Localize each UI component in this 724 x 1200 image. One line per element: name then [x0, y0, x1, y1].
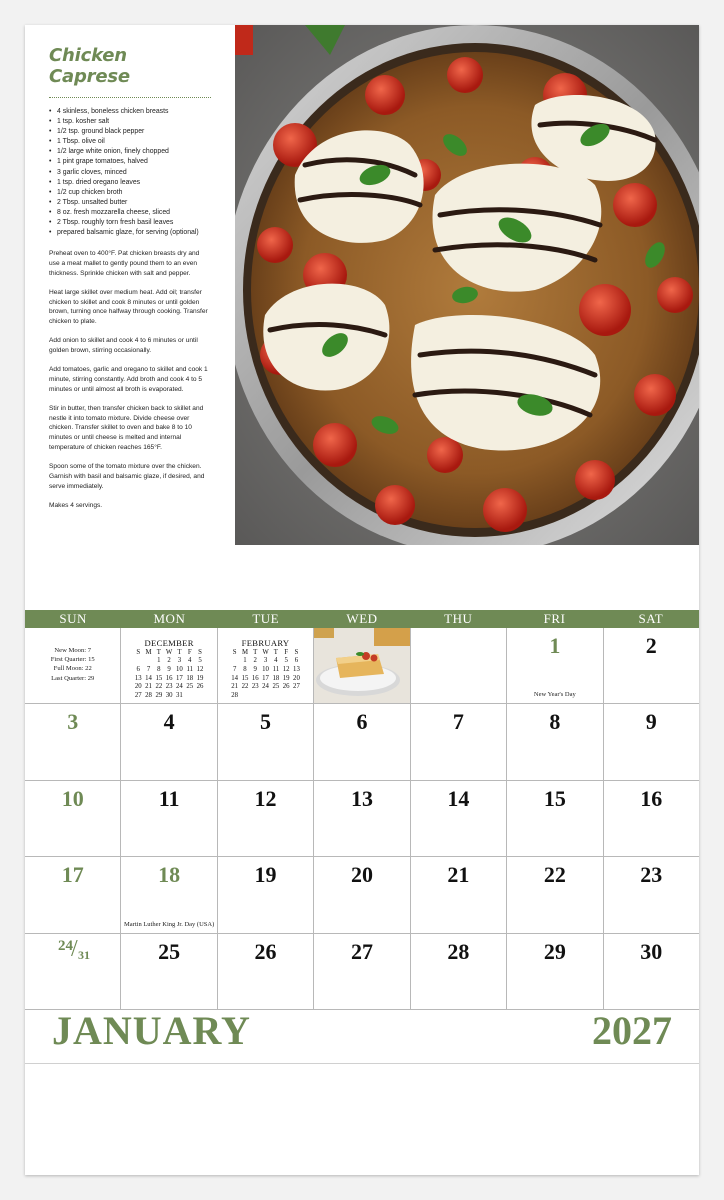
mini-calendar-day: 5 — [198, 657, 202, 665]
mini-calendar-day: 20 — [293, 674, 300, 682]
ingredient-item: • 1 Tbsp. olive oil — [49, 137, 211, 147]
month-grid — [25, 628, 699, 1010]
moon-phases-cell — [25, 628, 121, 703]
mini-calendar-day: S — [136, 648, 141, 656]
mini-calendar-day: 14 — [231, 674, 239, 682]
ingredient-item: • 2 Tbsp. unsalted butter — [49, 198, 211, 208]
day-cell-21[interactable] — [411, 857, 507, 932]
split-day-first: 24 — [58, 937, 73, 954]
mini-calendar-day: 23 — [165, 683, 173, 691]
mini-calendar-day: 19 — [196, 674, 204, 682]
mini-calendar-day — [281, 691, 291, 700]
mini-calendar-day: 30 — [165, 691, 173, 699]
mini-calendar-day: 1 — [157, 657, 161, 665]
day-cell-4[interactable] — [121, 704, 217, 779]
day-cell-26[interactable] — [218, 934, 314, 1009]
recipe-divider — [49, 97, 211, 98]
day-number: 3 — [67, 709, 79, 735]
day-number: 19 — [254, 862, 277, 888]
mini-calendar-title: FEBRUARY — [241, 638, 290, 648]
day-cell-19[interactable] — [218, 857, 314, 932]
mini-calendar-day: 6 — [294, 657, 299, 665]
mini-calendar-day: 22 — [155, 683, 163, 691]
mini-calendar-week — [133, 691, 205, 700]
mini-calendar-day: T — [156, 648, 161, 656]
mini-calendar-day: 15 — [155, 674, 163, 682]
mini-calendar-day: S — [232, 648, 237, 656]
day-number: 17 — [61, 862, 84, 888]
day-cell-15[interactable] — [507, 781, 603, 856]
day-cell-5[interactable] — [218, 704, 314, 779]
day-number: 25 — [158, 938, 181, 964]
mini-calendar-day: F — [187, 648, 192, 656]
recipe-panel — [25, 25, 235, 545]
mini-calendar-day: 8 — [243, 665, 247, 673]
mini-calendar-day: 8 — [157, 665, 161, 673]
mini-calendar-day: 24 — [262, 683, 269, 691]
mini-calendar-day: W — [262, 648, 269, 656]
mini-calendar-day: F — [284, 648, 289, 656]
day-cell-23[interactable] — [604, 857, 699, 932]
recipe-step: Spoon some of the tomato mixture over the chicken. Garnish with basil and balsamic glaze, if desired, and serve immediately. — [49, 463, 205, 490]
mini-calendar-day: 10 — [262, 665, 269, 673]
mini-calendar-day: 12 — [196, 665, 204, 673]
day-cell-3[interactable] — [25, 704, 121, 779]
ingredient-item: • 1/2 tsp. ground black pepper — [49, 127, 211, 137]
mini-calendar-day — [291, 691, 301, 700]
day-cell-7[interactable] — [411, 704, 507, 779]
mini-calendar-day: 15 — [241, 674, 249, 682]
footer-divider — [25, 1063, 699, 1064]
recipe-yield: Makes 4 servings. — [49, 501, 103, 509]
mini-calendar-week — [133, 657, 205, 666]
thumbnail-photo-cell — [314, 628, 410, 703]
weekday-mon: MON — [153, 611, 186, 626]
day-number: 13 — [350, 785, 373, 811]
mini-calendar-day: 21 — [231, 683, 239, 691]
day-cell-22[interactable] — [507, 857, 603, 932]
mini-calendar-day: 18 — [272, 674, 280, 682]
mini-calendar-day: M — [241, 648, 248, 656]
mini-calendar-day: 10 — [176, 665, 183, 673]
recipe-thumbnail — [314, 628, 409, 703]
recipe-step: Preheat oven to 400°F. Pat chicken breasts dry and use a meat mallet to gently pound them to an even thickness. Sprinkle chicken with salt and pepper. — [49, 250, 200, 277]
day-number: 11 — [158, 785, 180, 811]
ingredient-item: • 1/2 cup chicken broth — [49, 188, 211, 198]
ingredient-item: • prepared balsamic glaze, for serving (optional) — [49, 228, 211, 238]
weekday-tue: TUE — [252, 611, 280, 626]
day-cell-17[interactable] — [25, 857, 121, 932]
mini-calendar-day: 5 — [284, 657, 288, 665]
mini-calendar-day: 27 — [293, 683, 300, 691]
mini-calendar-day: 18 — [186, 674, 194, 682]
recipe-step: Stir in butter, then transfer chicken back to skillet and nestle it into tomato mixture. Divide cheese over chicken. Transfer skillet to oven and bake 8 to 10 minutes or until cheese is melted and internal temperature of chicken reaches 165°F. — [49, 405, 204, 451]
day-number: 14 — [447, 785, 470, 811]
mini-calendar-day: 28 — [231, 691, 239, 699]
mini-calendar-day: 9 — [167, 665, 171, 673]
mini-calendar-day: 16 — [165, 674, 173, 682]
mini-calendar-day — [143, 657, 153, 666]
mini-calendar-day — [185, 691, 195, 700]
day-cell-28[interactable] — [411, 934, 507, 1009]
mini-calendar-day: 23 — [251, 683, 259, 691]
ingredient-item: • 1 tsp. kosher salt — [49, 117, 211, 127]
day-number: 6 — [356, 709, 368, 735]
mini-calendar-day — [230, 657, 240, 666]
next-month-mini-calendar — [218, 628, 314, 703]
mini-calendar-day: T — [253, 648, 258, 656]
day-cell-27[interactable] — [314, 934, 410, 1009]
week-row — [25, 857, 699, 933]
mini-calendar-day — [271, 691, 281, 700]
day-number: 22 — [543, 862, 566, 888]
mini-calendar-day: 24 — [176, 683, 183, 691]
moon-new: New Moon: 7 — [54, 647, 92, 654]
day-number: 8 — [549, 709, 561, 735]
mini-calendar-day: 26 — [196, 683, 204, 691]
week-row — [25, 628, 699, 704]
day-cell-24-31[interactable] — [25, 934, 121, 1009]
mini-calendar-day: 13 — [134, 674, 142, 682]
day-cell-18[interactable] — [121, 857, 217, 932]
day-number: 4 — [163, 709, 175, 735]
mini-calendar-day: 27 — [134, 691, 142, 699]
year-title: 2027 — [592, 1008, 672, 1053]
day-number: 2 — [645, 633, 657, 658]
day-cell-11[interactable] — [121, 781, 217, 856]
mini-calendar-day: 1 — [243, 657, 247, 665]
ingredient-item: • 8 oz. fresh mozzarella cheese, sliced — [49, 208, 211, 218]
day-cell-16[interactable] — [604, 781, 699, 856]
day-cell-20[interactable] — [314, 857, 410, 932]
mini-calendar-day: 25 — [272, 683, 280, 691]
mini-calendar-day: 4 — [188, 657, 192, 665]
mini-calendar-week — [230, 665, 302, 674]
day-cell-13[interactable] — [314, 781, 410, 856]
day-number: 10 — [61, 785, 84, 811]
week-row — [25, 934, 699, 1010]
mini-calendar-day — [240, 691, 250, 700]
mini-calendar-title: DECEMBER — [144, 638, 194, 648]
recipe-step: Heat large skillet over medium heat. Add oil; transfer chicken to skillet and cook 8 minutes or until golden brown, turning once halfway through cooking. Transfer chicken to plate. — [49, 288, 208, 326]
mini-calendar-day: 2 — [167, 657, 171, 665]
mini-calendar-day: 6 — [136, 665, 140, 673]
mini-calendar-week — [133, 682, 205, 691]
mini-calendar-day — [250, 691, 260, 700]
month-title: JANUARY — [52, 1008, 251, 1053]
mini-calendar-day — [195, 691, 205, 700]
mini-calendar-day: S — [294, 648, 299, 656]
day-number: 26 — [254, 938, 277, 964]
mini-calendar-week — [230, 682, 302, 691]
mini-calendar-day: 31 — [176, 691, 183, 699]
recipe-photo — [235, 25, 699, 545]
casserole-thumbnail-illustration — [314, 628, 409, 703]
day-number: 29 — [543, 938, 566, 964]
mini-calendar-day: 7 — [232, 665, 237, 673]
ingredient-item: • 1/2 large white onion, finely chopped — [49, 147, 211, 157]
mini-calendar-header — [133, 648, 205, 657]
week-row — [25, 704, 699, 780]
recipe-title: Chicken Caprese — [49, 45, 130, 87]
ingredient-item: • 3 garlic cloves, minced — [49, 168, 211, 178]
recipe-step: Add onion to skillet and cook 4 to 6 minutes or until golden brown, stirring occasionally. — [49, 337, 198, 355]
day-number: 21 — [447, 862, 470, 888]
mini-calendar-week — [230, 657, 302, 666]
day-number: 12 — [254, 785, 277, 811]
day-cell-14[interactable] — [411, 781, 507, 856]
moon-full: Full Moon: 22 — [53, 665, 92, 673]
mini-calendar-day: 20 — [134, 683, 142, 691]
recipe-step: Add tomatoes, garlic and oregano to skillet and cook 1 minute, stirring constantly. Add broth and cook 4 to 5 minutes or until almost all broth is evaporated. — [49, 366, 208, 393]
mini-calendar-day — [260, 691, 270, 700]
day-number: 15 — [543, 785, 566, 811]
mini-calendar-day: 3 — [263, 657, 268, 665]
skillet-illustration — [235, 25, 699, 545]
day-cell-30[interactable] — [604, 934, 699, 1009]
day-number: 7 — [452, 709, 464, 735]
mini-calendar-day: 26 — [282, 683, 290, 691]
mini-calendar-day: 13 — [293, 665, 300, 673]
mini-calendar-day: 11 — [186, 665, 193, 673]
day-number: 30 — [640, 938, 663, 964]
split-day-slash: / — [71, 935, 78, 962]
day-cell-1[interactable] — [507, 628, 603, 703]
ingredient-list — [49, 107, 211, 238]
ingredient-item: • 1 tsp. dried oregano leaves — [49, 178, 211, 188]
weekday-wed: WED — [346, 611, 378, 626]
ingredient-item: • 2 Tbsp. roughly torn fresh basil leaves — [49, 218, 211, 228]
split-day-second: 31 — [78, 947, 90, 962]
mini-calendar-day: T — [177, 648, 182, 656]
mini-calendar-day: 11 — [272, 665, 280, 673]
mini-calendar-day: 21 — [145, 683, 152, 691]
moon-first-quarter: First Quarter: 15 — [50, 656, 95, 664]
mini-calendar-day: S — [198, 648, 202, 656]
day-cell-9[interactable] — [604, 704, 699, 779]
day-number: 28 — [447, 938, 470, 964]
mini-calendar-day: 22 — [241, 683, 249, 691]
day-cell-10[interactable] — [25, 781, 121, 856]
mini-calendar-week — [230, 691, 302, 700]
mini-calendar-day: 19 — [282, 674, 290, 682]
mini-calendar-header — [230, 648, 302, 657]
calendar-page — [25, 25, 699, 1175]
mini-calendar-week — [133, 674, 205, 683]
day-cell-2[interactable] — [604, 628, 699, 703]
day-number: 18 — [158, 862, 181, 888]
mini-calendar-week — [230, 674, 302, 683]
mini-calendar-day: T — [273, 648, 278, 656]
mini-calendar-day: 12 — [282, 665, 290, 673]
weekday-sat: SAT — [638, 611, 664, 626]
empty-day-cell — [411, 628, 507, 703]
mini-calendar-day: 3 — [177, 657, 182, 665]
holiday-label: Martin Luther King Jr. Day (USA) — [124, 920, 215, 928]
recipe-steps — [49, 249, 211, 510]
weekday-fri: FRI — [543, 611, 566, 626]
mini-calendar-day: 9 — [253, 665, 257, 673]
mini-calendar-week — [133, 665, 205, 674]
ingredient-item: • 1 pint grape tomatoes, halved — [49, 157, 211, 167]
day-number: 9 — [645, 709, 657, 735]
mini-calendar-day: 28 — [145, 691, 152, 699]
mini-calendar-day: W — [165, 648, 173, 656]
week-row — [25, 781, 699, 857]
day-cell-12[interactable] — [218, 781, 314, 856]
day-number: 1 — [549, 633, 561, 658]
day-cell-6[interactable] — [314, 704, 410, 779]
mini-calendar-day: 14 — [145, 674, 152, 682]
mini-calendar-day: 16 — [251, 674, 259, 682]
mini-calendar-day: 25 — [186, 683, 194, 691]
mini-calendar-table — [230, 648, 302, 700]
weekday-thu: THU — [444, 611, 473, 626]
moon-last-quarter: Last Quarter: 29 — [51, 674, 95, 682]
prev-month-mini-calendar — [121, 628, 217, 703]
day-cell-8[interactable] — [507, 704, 603, 779]
mini-calendar-day: 17 — [176, 674, 183, 682]
mini-calendar-day: M — [145, 648, 152, 656]
mini-calendar-day — [133, 657, 143, 666]
mini-calendar-day: 7 — [146, 665, 151, 673]
mini-calendar-day: 2 — [253, 657, 257, 665]
day-number: 27 — [350, 938, 373, 964]
day-cell-25[interactable] — [121, 934, 217, 1009]
mini-calendar-day: 17 — [262, 674, 269, 682]
ingredient-item: • 4 skinless, boneless chicken breasts — [49, 107, 211, 117]
day-number: 16 — [640, 785, 663, 811]
weekday-header — [25, 610, 699, 628]
day-number: 20 — [350, 862, 373, 888]
holiday-label: New Year's Day — [533, 691, 576, 699]
weekday-sun: SUN — [59, 611, 87, 626]
day-number: 5 — [260, 709, 272, 735]
mini-calendar-day: 29 — [155, 691, 163, 699]
mini-calendar-table — [133, 648, 205, 700]
day-cell-29[interactable] — [507, 934, 603, 1009]
day-number: 23 — [640, 862, 663, 888]
mini-calendar-day: 4 — [274, 657, 278, 665]
